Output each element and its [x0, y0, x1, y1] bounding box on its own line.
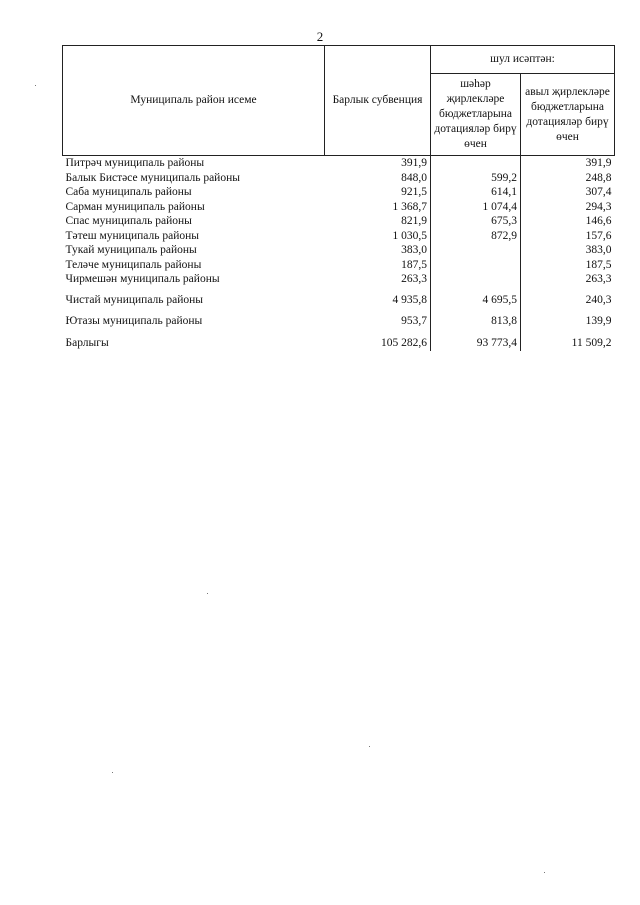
table-row — [63, 200, 615, 215]
village-value: 383,0 — [585, 244, 612, 256]
table-row — [63, 287, 615, 308]
subvention-table — [62, 45, 615, 351]
district-name: Ютазы муниципаль районы — [65, 315, 203, 327]
city-value: 599,2 — [431, 171, 521, 186]
total-value: 821,9 — [325, 214, 431, 229]
city-value: 4 695,5 — [431, 287, 521, 308]
table-row — [63, 258, 615, 273]
table-row — [63, 243, 615, 258]
village-value: 139,9 — [585, 315, 612, 327]
total-value: 921,5 — [325, 185, 431, 200]
grand-total-city-value: 93 773,4 — [431, 329, 521, 351]
city-value — [431, 243, 521, 258]
table-row — [63, 308, 615, 329]
scan-speck — [369, 746, 370, 747]
table-row — [63, 214, 615, 229]
district-name: Питрәч муниципаль районы — [65, 157, 205, 169]
city-value — [431, 272, 521, 287]
village-value: 263,3 — [585, 273, 612, 285]
header-village-settlements: авыл җирлекләре бюджетларына дотацияләр бирү өчен — [521, 74, 615, 156]
total-value: 383,0 — [325, 243, 431, 258]
grand-total-value: 105 282,6 — [325, 329, 431, 351]
district-name: Сарман муниципаль районы — [65, 200, 205, 213]
district-name: Тукай муниципаль районы — [65, 244, 197, 256]
village-value: 294,3 — [585, 200, 612, 213]
table-row — [63, 272, 615, 287]
village-value: 157,6 — [585, 229, 612, 242]
city-value: 675,3 — [431, 214, 521, 229]
scan-speck — [207, 593, 208, 594]
total-value: 4 935,8 — [325, 287, 431, 308]
district-name: Чирмешән муниципаль районы — [65, 273, 220, 285]
village-value: 391,9 — [585, 157, 612, 169]
total-value: 953,7 — [325, 308, 431, 329]
city-value — [431, 156, 521, 171]
district-name: Спас муниципаль районы — [65, 215, 192, 227]
total-value: 1 368,7 — [325, 200, 431, 215]
city-value: 872,9 — [431, 229, 521, 244]
village-value: 248,8 — [585, 171, 612, 184]
scan-speck — [112, 772, 113, 773]
total-label: Барлыгы — [65, 337, 109, 349]
total-value: 391,9 — [325, 156, 431, 171]
header-district-name: Муниципаль район исеме — [63, 46, 325, 156]
total-value: 187,5 — [325, 258, 431, 273]
city-value: 1 074,4 — [431, 200, 521, 215]
village-value: 146,6 — [585, 215, 612, 227]
header-city-settlements: шәһәр җирлекләре бюджетларына дотацияләр бирү өчен — [431, 74, 521, 156]
scan-speck — [544, 872, 545, 873]
page-number: 2 — [316, 29, 324, 44]
district-name: Саба муниципаль районы — [65, 186, 192, 198]
table-row — [63, 171, 615, 186]
total-value: 1 030,5 — [325, 229, 431, 244]
total-row — [63, 329, 615, 351]
district-name: Теләче муниципаль районы — [65, 258, 202, 271]
total-value: 848,0 — [325, 171, 431, 186]
city-value: 813,8 — [431, 308, 521, 329]
header-total-subvention: Барлык субвенция — [325, 46, 431, 156]
village-value: 187,5 — [585, 258, 612, 271]
grand-total-village-value: 11 509,2 — [571, 337, 612, 349]
table-row — [63, 185, 615, 200]
scan-speck — [35, 85, 36, 86]
district-name: Балык Бистәсе муниципаль районы — [65, 171, 240, 184]
total-value: 263,3 — [325, 272, 431, 287]
village-value: 240,3 — [585, 294, 612, 306]
header-including: шул исәптән: — [431, 46, 615, 74]
table-row — [63, 156, 615, 171]
city-value: 614,1 — [431, 185, 521, 200]
district-name: Тәтеш муниципаль районы — [65, 229, 199, 242]
village-value: 307,4 — [585, 186, 612, 198]
city-value — [431, 258, 521, 273]
table-row — [63, 229, 615, 244]
district-name: Чистай муниципаль районы — [65, 294, 204, 306]
